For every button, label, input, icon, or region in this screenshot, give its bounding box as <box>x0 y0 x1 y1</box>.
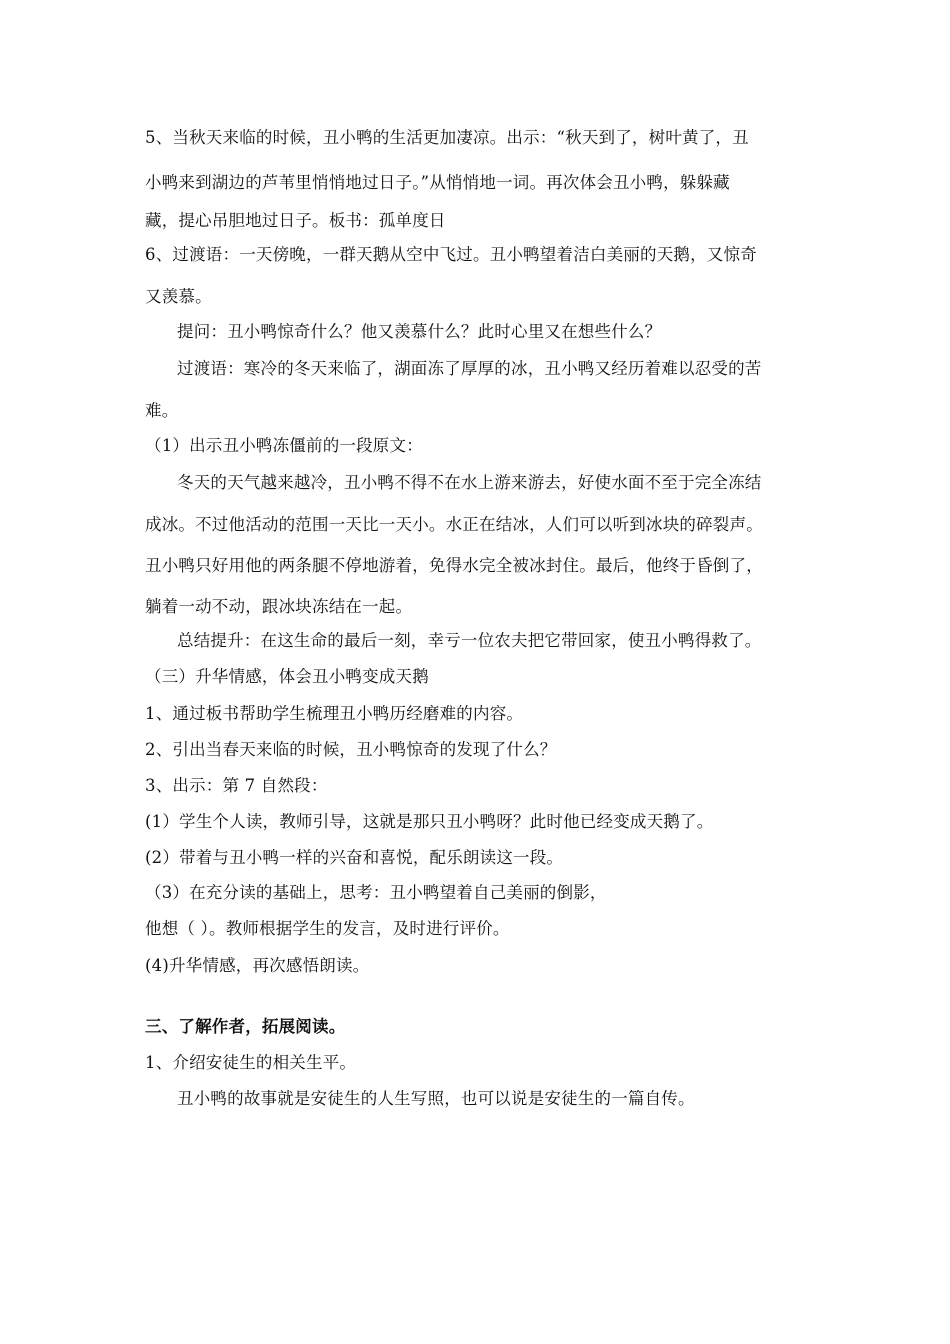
list-item: 1、通过板书帮助学生梳理丑小鸭历经磨难的内容。 <box>145 704 524 723</box>
paragraph-line: 躺着一动不动，跟冰块冻结在一起。 <box>145 597 413 616</box>
list-item: 1、介绍安徒生的相关生平。 <box>145 1053 357 1072</box>
list-item: （3）在充分读的基础上，思考：丑小鸭望着自己美丽的倒影， <box>145 883 607 902</box>
paragraph-line: 5、当秋天来临的时候，丑小鸭的生活更加凄凉。出示：“秋天到了，树叶黄了，丑 <box>145 128 749 147</box>
paragraph-line: 他想（ ）。教师根据学生的发言，及时进行评价。 <box>145 919 510 938</box>
paragraph-line: 过渡语：寒冷的冬天来临了，湖面冻了厚厚的冰，丑小鸭又经历着难以忍受的苦 <box>177 359 762 378</box>
paragraph-line: 成冰。不过他活动的范围一天比一天小。水正在结冰，人们可以听到冰块的碎裂声。 <box>145 515 763 534</box>
list-item: (4)升华情感，再次感悟朗读。 <box>145 956 370 975</box>
paragraph-line: 6、过渡语：一天傍晚，一群天鹅从空中飞过。丑小鸭望着洁白美丽的天鹅，又惊奇 <box>145 245 757 264</box>
paragraph-line: 提问：丑小鸭惊奇什么？他又羡慕什么？此时心里又在想些什么？ <box>177 322 662 341</box>
paragraph-line: 小鸭来到湖边的芦苇里悄悄地过日子。”从悄悄地一词。再次体会丑小鸭，躲躲藏 <box>145 173 730 192</box>
list-item: (1）学生个人读，教师引导，这就是那只丑小鸭呀？此时他已经变成天鹅了。 <box>145 812 714 831</box>
list-item: 3、出示：第 7 自然段： <box>145 776 328 795</box>
list-item: 2、引出当春天来临的时候，丑小鸭惊奇的发现了什么？ <box>145 740 557 759</box>
paragraph-line: 冬天的天气越来越冷，丑小鸭不得不在水上游来游去，好使水面不至于完全冻结 <box>177 473 762 492</box>
paragraph-line: 总结提升：在这生命的最后一刻，幸亏一位农夫把它带回家，使丑小鸭得救了。 <box>177 631 762 650</box>
paragraph-line: 藏，提心吊胆地过日子。板书：孤单度日 <box>145 211 446 230</box>
paragraph-line: 丑小鸭只好用他的两条腿不停地游着，免得水完全被冰封住。最后，他终于昏倒了， <box>145 556 763 575</box>
paragraph-line: 又羡慕。 <box>145 287 212 306</box>
list-item: (2）带着与丑小鸭一样的兴奋和喜悦，配乐朗读这一段。 <box>145 848 564 867</box>
paragraph-line: 丑小鸭的故事就是安徒生的人生写照，也可以说是安徒生的一篇自传。 <box>177 1089 695 1108</box>
section-heading: （三）升华情感，体会丑小鸭变成天鹅 <box>145 667 429 686</box>
paragraph-line: （1）出示丑小鸭冻僵前的一段原文： <box>145 436 423 455</box>
paragraph-line: 难。 <box>145 401 179 420</box>
section-heading: 三、了解作者，拓展阅读。 <box>145 1017 346 1036</box>
